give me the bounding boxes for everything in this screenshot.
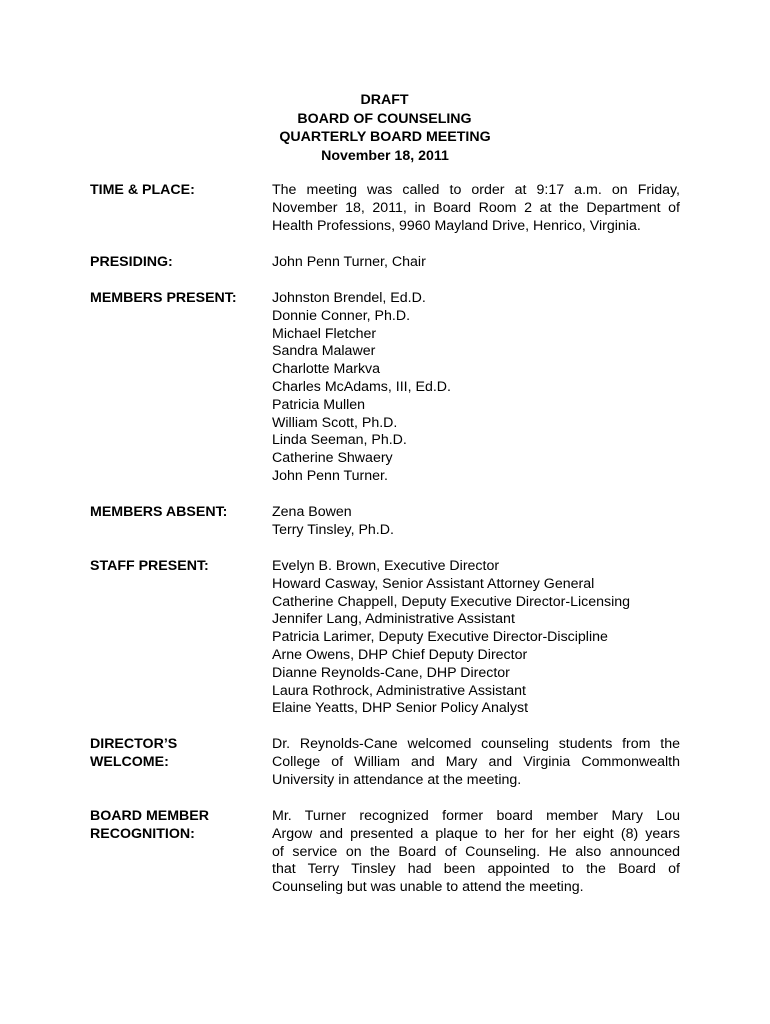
member-name: Charlotte Markva [272, 361, 381, 378]
time-place-line: November 18, 2011, in Board Room 2 at the Department of [272, 199, 680, 216]
staff-present-list [272, 558, 680, 718]
staff-name: Patricia Larimer, Deputy Executive Director-Discipline [272, 629, 608, 646]
time-place-line: Health Professions, 9960 Mayland Drive, Henrico, Virginia. [272, 217, 641, 234]
recognition-label-line: BOARD MEMBER [90, 808, 210, 824]
members-present-label: MEMBERS PRESENT: [90, 290, 237, 306]
member-name: Linda Seeman, Ph.D. [272, 432, 407, 449]
staff-name: Elaine Yeatts, DHP Senior Policy Analyst [272, 700, 529, 717]
meeting-title: QUARTERLY BOARD MEETING [279, 129, 491, 145]
time-place-line: The meeting was called to order at 9:17 a.m. on Friday, [272, 182, 680, 198]
member-name: John Penn Turner. [272, 467, 388, 484]
recognition-line: Mr. Turner recognized former board member Mary Lou [272, 808, 680, 824]
directors-welcome-label-line: DIRECTOR’S [90, 736, 178, 752]
recognition-line: Argow and presented a plaque to her for her eight (8) years [272, 825, 680, 842]
staff-name: Laura Rothrock, Administrative Assistant [272, 682, 526, 699]
member-name: Patricia Mullen [272, 396, 366, 413]
meeting-date: November 18, 2011 [321, 147, 449, 164]
directors-welcome-line: Dr. Reynolds-Cane welcomed counseling students from the [272, 736, 680, 752]
absent-member-name: Zena Bowen [272, 504, 352, 520]
time-place-label: TIME & PLACE: [90, 182, 195, 198]
draft-label: DRAFT [360, 92, 409, 108]
recognition-line: Counseling but was unable to attend the meeting. [272, 879, 584, 896]
staff-present-label: STAFF PRESENT: [90, 558, 209, 574]
presiding-name: John Penn Turner, Chair [272, 254, 426, 270]
directors-welcome-text [272, 736, 680, 789]
staff-name: Jennifer Lang, Administrative Assistant [272, 611, 515, 628]
staff-name: Arne Owens, DHP Chief Deputy Director [272, 646, 528, 663]
board-member-recognition-text [272, 808, 680, 897]
member-name: Michael Fletcher [272, 325, 377, 342]
member-name: Charles McAdams, III, Ed.D. [272, 378, 451, 395]
members-absent-list [272, 504, 680, 540]
members-absent-label: MEMBERS ABSENT: [90, 504, 228, 520]
staff-name: Catherine Chappell, Deputy Executive Director-Licensing [272, 593, 631, 610]
directors-welcome-line: College of William and Mary and Virginia Commonwealth [272, 753, 680, 770]
recognition-line: of service on the Board of Counseling. He also announced [272, 843, 680, 860]
member-name: Donnie Conner, Ph.D. [272, 307, 411, 324]
board-member-recognition-label [90, 808, 260, 844]
document-header [0, 92, 770, 166]
recognition-line: that Terry Tinsley had been appointed to the Board of [272, 861, 680, 878]
presiding-label: PRESIDING: [90, 254, 173, 270]
time-place-text [272, 182, 680, 235]
presiding-value [272, 254, 680, 272]
member-name: Johnston Brendel, Ed.D. [272, 290, 426, 306]
member-name: William Scott, Ph.D. [272, 414, 398, 431]
member-name: Sandra Malawer [272, 343, 376, 360]
members-present-list [272, 290, 680, 486]
staff-name: Dianne Reynolds-Cane, DHP Director [272, 664, 510, 681]
directors-welcome-line: University in attendance at the meeting. [272, 771, 522, 788]
directors-welcome-label-line: WELCOME: [90, 753, 169, 770]
board-name: BOARD OF COUNSELING [297, 110, 472, 127]
member-name: Catherine Shwaery [272, 450, 393, 467]
staff-name: Evelyn B. Brown, Executive Director [272, 558, 500, 574]
directors-welcome-label [90, 736, 260, 772]
absent-member-name: Terry Tinsley, Ph.D. [272, 521, 394, 538]
recognition-label-line: RECOGNITION: [90, 825, 195, 842]
staff-name: Howard Casway, Senior Assistant Attorney General [272, 575, 595, 592]
